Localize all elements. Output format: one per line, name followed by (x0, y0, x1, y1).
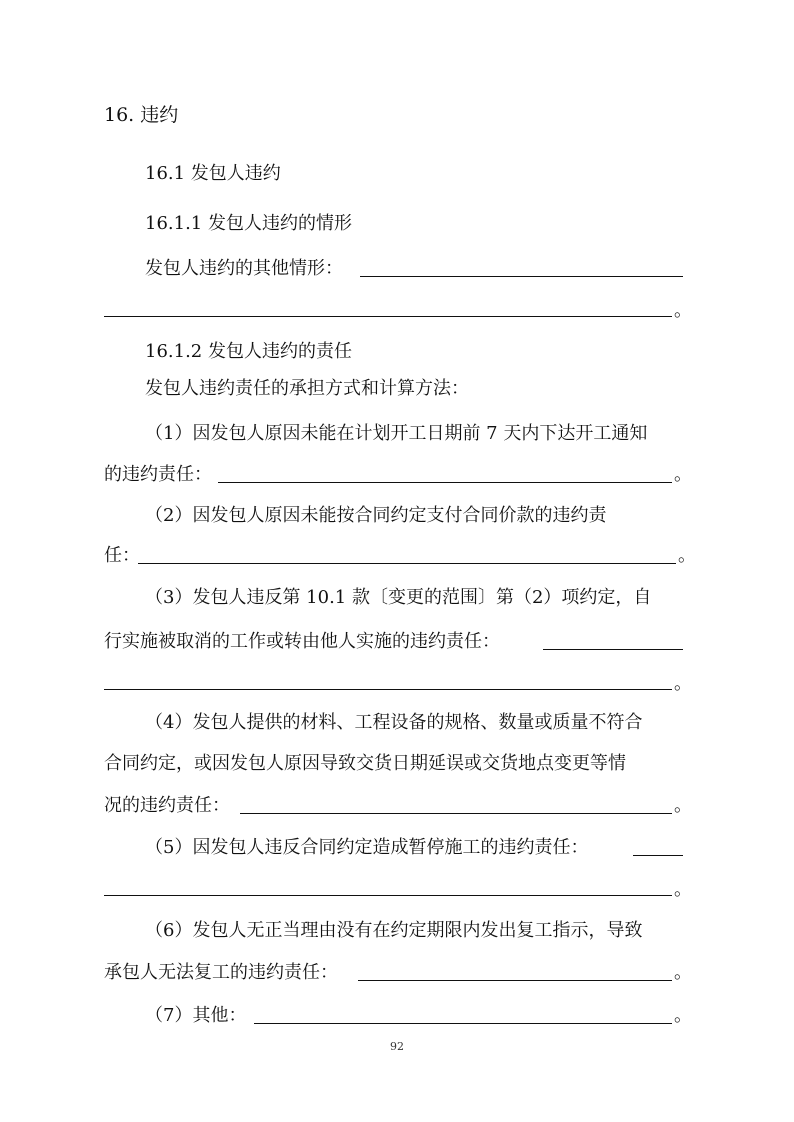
fill-blank-item-4[interactable] (240, 813, 672, 814)
other-situations-label: 发包人违约的其他情形： (145, 258, 343, 279)
item-2-line-2: 任： (104, 545, 140, 566)
item-6-line-2: 承包人无法复工的违约责任： (104, 962, 338, 983)
fill-blank-other-situations-cont[interactable] (104, 316, 672, 317)
fill-blank-item-3-cont[interactable] (104, 689, 672, 690)
period-mark: 。 (674, 1005, 692, 1026)
item-4-line-2: 合同约定，或因发包人原因导致交货日期延误或交货地点变更等情 (104, 753, 626, 774)
subsection-16-1-1: 16.1.1 发包人违约的情形 (145, 213, 352, 234)
subsection-16-1: 16.1 发包人违约 (145, 163, 281, 184)
subsection-16-1-2: 16.1.2 发包人违约的责任 (145, 341, 352, 362)
item-5-line-1: （5）因发包人违反合同约定造成暂停施工的违约责任： (145, 837, 589, 858)
item-6-line-1: （6）发包人无正当理由没有在约定期限内发出复工指示，导致 (145, 920, 643, 941)
page-number: 92 (390, 1040, 404, 1053)
item-7-line-1: （7）其他： (145, 1005, 247, 1026)
fill-blank-item-6[interactable] (358, 980, 672, 981)
method-intro: 发包人违约责任的承担方式和计算方法： (145, 378, 469, 399)
period-mark: 。 (678, 545, 696, 566)
item-1-line-1: （1）因发包人原因未能在计划开工日期前 7 天内下达开工通知 (145, 423, 648, 444)
section-title: 16. 违约 (104, 104, 179, 126)
fill-blank-item-7[interactable] (254, 1023, 672, 1024)
item-4-line-1: （4）发包人提供的材料、工程设备的规格、数量或质量不符合 (145, 712, 643, 733)
fill-blank-item-5[interactable] (633, 855, 683, 856)
fill-blank-item-5-cont[interactable] (104, 895, 672, 896)
period-mark: 。 (674, 464, 692, 485)
item-4-line-3: 况的违约责任： (104, 795, 230, 816)
period-mark: 。 (674, 879, 692, 900)
item-3-line-2: 行实施被取消的工作或转由他人实施的违约责任： (104, 631, 500, 652)
fill-blank-item-3[interactable] (543, 649, 683, 650)
period-mark: 。 (674, 673, 692, 694)
fill-blank-item-1[interactable] (218, 482, 672, 483)
item-1-line-2: 的违约责任： (104, 464, 212, 485)
period-mark: 。 (674, 795, 692, 816)
item-3-line-1: （3）发包人违反第 10.1 款〔变更的范围〕第（2）项约定，自 (145, 587, 652, 608)
period-mark: 。 (674, 962, 692, 983)
fill-blank-other-situations[interactable] (360, 276, 683, 277)
item-2-line-1: （2）因发包人原因未能按合同约定支付合同价款的违约责 (145, 505, 607, 526)
period-mark: 。 (674, 300, 692, 321)
fill-blank-item-2[interactable] (138, 563, 676, 564)
